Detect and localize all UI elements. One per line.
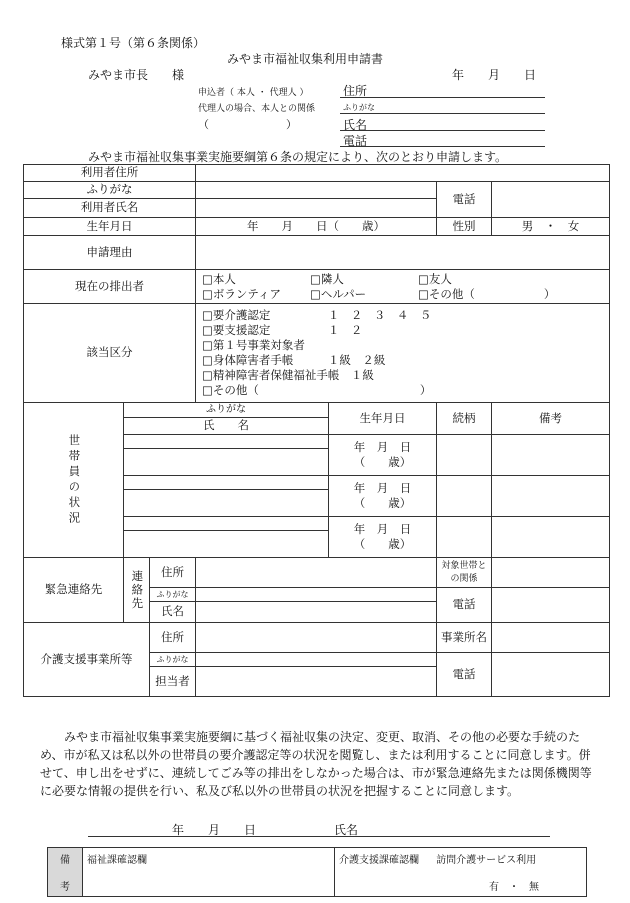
home-care-yes-no[interactable]: 有 ・ 無 <box>489 882 539 893</box>
emergency-name-label: 氏名 <box>150 602 196 623</box>
hh-relation-header: 続柄 <box>437 403 492 435</box>
sex-label: 性別 <box>437 218 492 236</box>
option-neighbor[interactable]: □隣人 <box>310 271 344 286</box>
care-furigana-label: ふりがな <box>150 653 196 667</box>
person-in-charge-input[interactable] <box>196 667 437 697</box>
hh-member1-relation[interactable] <box>437 435 492 476</box>
emergency-address-label: 住所 <box>150 558 196 588</box>
hh-member1-birth[interactable] <box>329 435 437 476</box>
applicant-phone-label: 電話 <box>343 134 368 148</box>
hh-member3-birth[interactable] <box>329 517 437 558</box>
user-name-input[interactable] <box>196 199 437 218</box>
category-physical-disability[interactable]: □身体障害者手帳 １級 ２級 <box>202 353 386 367</box>
phone-label: 電話 <box>437 182 492 218</box>
applicant-name-label: 氏名 <box>343 118 368 132</box>
care-furigana-input[interactable] <box>196 653 437 667</box>
hh-member1-furigana[interactable] <box>124 435 329 449</box>
category-support-level[interactable]: □要支援認定 １ ２ <box>202 323 363 337</box>
applicant-phone-line[interactable] <box>340 146 545 147</box>
hh-age-value: （ 歳） <box>353 537 412 551</box>
date-line: 年 月 日 <box>452 68 537 82</box>
applicant-name-line[interactable] <box>340 130 545 131</box>
signature-date: 年 月 日 <box>172 823 257 837</box>
option-other[interactable]: □その他（ ） <box>418 286 556 301</box>
care-phone-input[interactable] <box>492 653 610 697</box>
intro-text: みやま市福祉収集事業実施要綱第６条の規定により、次のとおり申請します。 <box>88 150 508 164</box>
applicant-furigana-label: ふりがな <box>343 103 375 112</box>
remarks-label-1: 備 <box>60 855 70 866</box>
application-form <box>23 164 610 697</box>
current-discharger-label: 現在の排出者 <box>24 270 196 304</box>
signature-name-label: 氏名 <box>334 823 359 837</box>
option-self[interactable]: □本人 <box>202 271 236 286</box>
emergency-phone-input[interactable] <box>492 588 610 623</box>
option-volunteer[interactable]: □ボランティア <box>202 286 281 301</box>
birth-input[interactable]: 年 月 日（ 歳） <box>196 218 437 236</box>
phone-input[interactable] <box>492 182 610 218</box>
remarks-label <box>48 848 83 897</box>
welfare-check-cell[interactable] <box>83 848 335 897</box>
hh-age-value: （ 歳） <box>353 455 412 469</box>
hh-member3-remarks[interactable] <box>492 517 610 558</box>
user-address-label: 利用者住所 <box>24 165 196 182</box>
category-label: 該当区分 <box>24 304 196 403</box>
form-number: 様式第１号（第６条関係） <box>61 36 206 50</box>
birth-label: 生年月日 <box>24 218 196 236</box>
user-furigana-label: ふりがな <box>24 182 196 199</box>
contact-label <box>124 558 150 623</box>
applicant-address-line[interactable] <box>340 97 545 98</box>
remarks-label-2: 考 <box>60 882 70 893</box>
hh-member2-relation[interactable] <box>437 476 492 517</box>
care-check-label: 介護支援課確認欄 <box>339 855 419 866</box>
home-care-label: 訪問介護サービス利用 <box>436 855 537 866</box>
hh-birth-value: 年 月 日 <box>353 440 412 454</box>
user-address-input[interactable] <box>196 165 610 182</box>
hh-member1-remarks[interactable] <box>492 435 610 476</box>
applicant-furigana-line[interactable] <box>340 113 545 114</box>
hh-birth-value: 年 月 日 <box>353 481 412 495</box>
emergency-label: 緊急連絡先 <box>24 558 124 623</box>
hh-member2-name[interactable] <box>124 490 329 517</box>
hh-member1-name[interactable] <box>124 449 329 476</box>
hh-member3-relation[interactable] <box>437 517 492 558</box>
addressee: みやま市長 様 <box>88 68 185 82</box>
user-furigana-input[interactable] <box>196 182 437 199</box>
hh-name-header: 氏 名 <box>124 418 329 435</box>
reason-input[interactable] <box>196 236 610 270</box>
hh-furigana-header: ふりがな <box>124 403 329 418</box>
hh-age-value: （ 歳） <box>353 496 412 510</box>
target-relation-label: 対象世帯との関係 <box>437 558 492 588</box>
hh-birth-value: 年 月 日 <box>353 522 412 536</box>
proxy-relation-blank: （ ） <box>198 118 297 131</box>
care-address-input[interactable] <box>196 623 437 653</box>
applicant-type: 申込者（ 本人 ・ 代理人 ） <box>198 88 309 98</box>
care-address-label: 住所 <box>150 623 196 653</box>
person-in-charge-label: 担当者 <box>150 667 196 697</box>
consent-paragraph: みやま市福祉収集事業実施要綱に基づく福祉収集の決定、変更、取消、その他の必要な手続のため、市が私又は私以外の世帯員の要介護認定等の状況を閲覧し、または利用することに同意します。併せて、申し出をせずに、連続してごみ等の排出をしなかった場合は、市が緊急連絡先または関係機関等に必要な情報の提供を行い、私及び私以外の世帯員の状況を把握することに同意します。 <box>40 730 592 798</box>
signature-line[interactable] <box>88 836 550 837</box>
emergency-address-input[interactable] <box>196 558 437 588</box>
hh-remarks-header: 備考 <box>492 403 610 435</box>
care-check-cell[interactable] <box>335 848 587 897</box>
reason-label: 申請理由 <box>24 236 196 270</box>
emergency-phone-label: 電話 <box>437 588 492 623</box>
category-other[interactable]: □その他（ ） <box>202 383 432 397</box>
emergency-furigana-label: ふりがな <box>150 588 196 602</box>
household-label: 世帯員の状況 <box>24 403 124 558</box>
care-phone-label: 電話 <box>437 653 492 697</box>
sex-input[interactable]: 男 ・ 女 <box>492 218 610 236</box>
office-name-input[interactable] <box>492 623 610 653</box>
option-helper[interactable]: □ヘルパー <box>310 286 367 301</box>
emergency-furigana-input[interactable] <box>196 588 437 602</box>
target-relation-input[interactable] <box>492 558 610 588</box>
applicant-address-label: 住所 <box>343 84 368 98</box>
emergency-name-input[interactable] <box>196 602 437 623</box>
current-discharger-options <box>196 270 610 304</box>
option-friend[interactable]: □友人 <box>418 271 452 286</box>
hh-member2-birth[interactable] <box>329 476 437 517</box>
hh-member3-furigana[interactable] <box>124 517 329 531</box>
hh-member2-remarks[interactable] <box>492 476 610 517</box>
hh-member2-furigana[interactable] <box>124 476 329 490</box>
office-name-label: 事業所名 <box>437 623 492 653</box>
welfare-check-label: 福祉課確認欄 <box>87 855 147 866</box>
category-care-level[interactable]: □要介護認定 １ ２ ３ ４ ５ <box>202 308 432 322</box>
hh-member3-name[interactable] <box>124 531 329 558</box>
user-name-label: 利用者氏名 <box>24 199 196 218</box>
contact-label-text: 連絡先 <box>130 569 145 611</box>
category-mental-disability[interactable]: □精神障害者保健福祉手帳 １級 <box>202 368 374 382</box>
category-type1[interactable]: □第１号事業対象者 <box>202 338 305 352</box>
proxy-relation: 代理人の場合、本人との関係 <box>198 104 316 114</box>
care-support-label: 介護支援事業所等 <box>24 623 150 697</box>
category-options <box>196 304 610 403</box>
page-title: みやま市福祉収集利用申請書 <box>227 52 384 66</box>
hh-birth-header: 生年月日 <box>329 403 437 435</box>
remarks-box <box>47 847 587 897</box>
